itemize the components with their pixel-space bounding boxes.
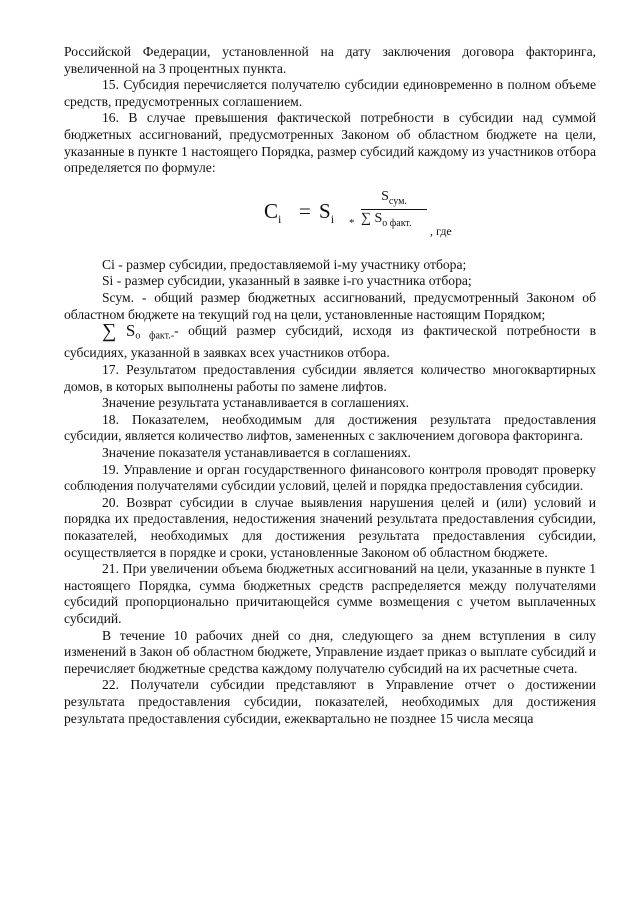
formula-numerator: $S_{сум.}$ bbox=[381, 188, 407, 207]
paragraph-20: 20. Возврат субсидии в случае выявления нарушения целей и (или) условий и порядка их предоставления, недостижения значений результата предоставления субсидии, показателей, необходимых для достижения результата предоставления субсидии, осуществляется в порядке и сроки, установленные Законом об областном бюджете. bbox=[64, 494, 596, 560]
formula-denominator: ∑ $S_{о факт.}$ bbox=[361, 210, 412, 229]
definition-sofakt: ∑ $S_{о факт.-}-$ общий размер субсидий, исходя из фактической потребности в субсидиях, указанной в заявках всех участников отбора. bbox=[64, 320, 597, 361]
paragraph-21: 21. При увеличении объема бюджетных ассигнований на цели, указанные в пункте 1 настоящего Порядка, сумма бюджетных средств распределяется между получателями субсидий пропорционально причитающейся сумме возмещения с учетом выплаченных субсидий. bbox=[64, 561, 596, 626]
paragraph-22: 22. Получатели субсидии представляют в Управление отчет о достижении результата предоставления субсидии, показателей, необходимых для достижения результата предоставления субсидии, ежеквартально не позднее 15 числа месяца bbox=[64, 677, 596, 726]
paragraph-19: 19. Управление и орган государственного финансового контроля проводят проверку соблюдения получателями субсидии условий, целей и порядка предоставления субсидии. bbox=[64, 461, 596, 494]
formula-where: , где bbox=[430, 223, 452, 238]
paragraph-15: 15. Субсидия перечисляется получателю субсидии единовременно в полном объеме средств, предусмотренных соглашением. bbox=[64, 77, 596, 109]
formula-fraction-line bbox=[361, 209, 427, 210]
formula-ci: $C_i$ bbox=[264, 198, 282, 226]
definition-ssum: Sсум. - общий размер бюджетных ассигнований, предусмотренный Законом об областном бюджете на текущий год на цели, установленные настоящим Порядком; bbox=[64, 289, 596, 322]
formula-equals: = bbox=[299, 198, 311, 223]
document-body bbox=[64, 44, 596, 727]
paragraph-18-value: Значение показателя устанавливается в соглашениях. bbox=[102, 445, 411, 460]
subsidy-formula bbox=[64, 183, 596, 245]
paragraph-17: 17. Результатом предоставления субсидии является количество многоквартирных домов, в которых выполнены работы по замене лифтов. bbox=[64, 362, 596, 394]
paragraph-16: 16. В случае превышения фактической потребности в субсидии над суммой бюджетных ассигнований, предусмотренных Законом об областном бюджете на цели, указанные в пункте 1 настоящего Порядка, размер субсидий каждому из участников отбора определяется по формуле: bbox=[64, 110, 596, 176]
sum-expression: ∑ $S_{о факт.-}$ bbox=[102, 320, 175, 343]
paragraph-17-value: Значение результата устанавливается в соглашениях. bbox=[102, 395, 410, 411]
paragraph-21-schedule: В течение 10 рабочих дней со дня, следующего за днем вступления в силу изменений в Закон об областном бюджете, Управление издает приказ о выплате субсидий и перечисляет бюджетные средства каждому получателю субсидий на их расчетные счета. bbox=[64, 627, 596, 676]
definition-ci: Ci - размер субсидии, предоставляемой i-му участнику отбора; bbox=[102, 256, 467, 272]
paragraph-14-tail: Российской Федерации, установленной на дату заключения договора факторинга, увеличенной на 3 процентных пункта. bbox=[64, 44, 596, 76]
formula-multiply: * bbox=[349, 216, 355, 229]
paragraph-18: 18. Показателем, необходимым для достижения результата предоставления субсидии, является количество лифтов, замененных с заключением договора факторинга. bbox=[64, 411, 596, 444]
formula-si: $S_i$ bbox=[319, 198, 335, 226]
definition-si: Si - размер субсидии, указанный в заявке i-го участника отбора; bbox=[102, 273, 472, 289]
